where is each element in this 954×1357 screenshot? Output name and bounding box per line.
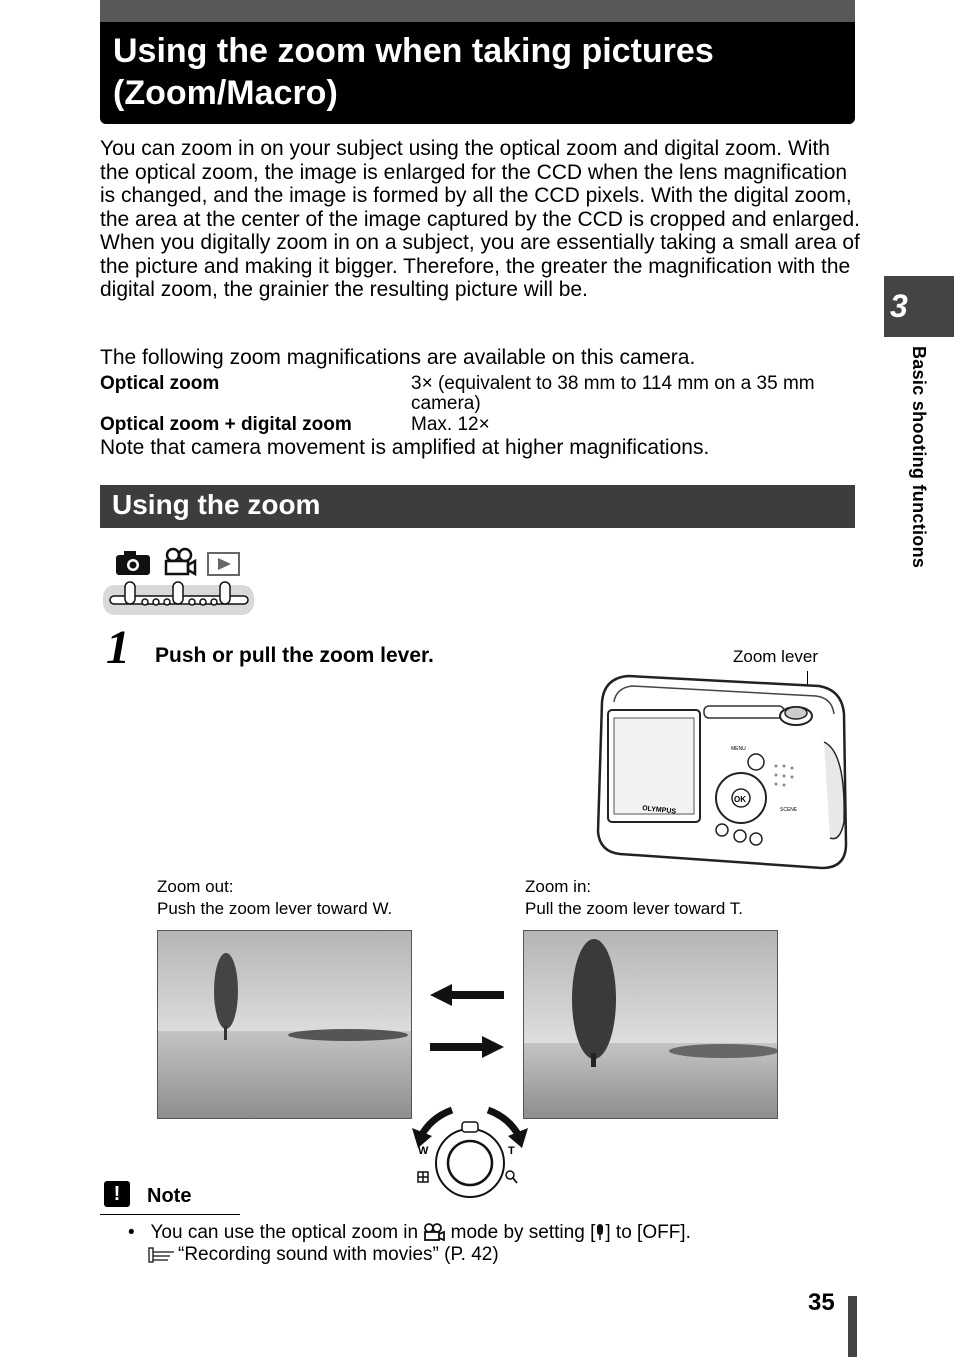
note-bullet-line2 [128, 1244, 691, 1266]
magnification-note: Note that camera movement is amplified at higher magnifications. [100, 436, 710, 459]
arrow-right-icon [430, 1036, 504, 1058]
note-text-2: mode by setting [ [450, 1222, 596, 1243]
zoom-out-photo [157, 930, 412, 1119]
wide-grid-icon [418, 1172, 428, 1182]
zoom-out-title: Zoom out: [157, 877, 234, 896]
zoom-lever-icon [780, 707, 812, 725]
zoom-out-text: Push the zoom lever toward W. [157, 899, 393, 918]
chapter-label: Basic shooting functions [909, 346, 929, 569]
spec-label-optical: Optical zoom [100, 373, 220, 394]
chapter-tab [884, 276, 954, 337]
page-title [113, 30, 843, 114]
camera-mode-icon [116, 551, 150, 575]
spec-value-optical: 3× (equivalent to 38 mm to 114 mm on a 35 mm camera) [411, 373, 815, 414]
page-title-line1: Using the zoom when taking pictures [113, 32, 714, 70]
mode-dial-positions [110, 582, 248, 605]
spec-value-digital: Max. 12× [411, 414, 490, 435]
zoom-out-caption [157, 876, 392, 920]
chapter-number: 3 [890, 288, 908, 324]
page-number: 35 [808, 1289, 835, 1316]
arrow-left-icon [430, 984, 504, 1006]
note-text-1: You can use the optical zoom in [150, 1222, 419, 1243]
reference-hand-icon [148, 1245, 178, 1263]
bullet-dot: • [128, 1222, 151, 1243]
step-number: 1 [106, 621, 130, 674]
ok-button-label: OK [734, 795, 746, 804]
zoom-in-title: Zoom in: [525, 877, 592, 896]
zoom-direction-arrows [428, 982, 506, 1062]
playback-mode-icon [208, 553, 239, 575]
note-text-3: ] to [OFF]. [605, 1222, 691, 1243]
page-title-bar [100, 0, 855, 124]
note-reference: “Recording sound with movies” (P. 42) [178, 1244, 499, 1265]
zoom-in-caption [525, 876, 743, 920]
wide-label: W [418, 1145, 429, 1157]
page-number-bar [848, 1296, 857, 1357]
zoom-lever-diagram [412, 1098, 528, 1202]
zoom-lever-caption: Zoom lever [733, 647, 819, 666]
available-text: The following zoom magnifications are available on this camera. [100, 346, 696, 369]
note-title: Note [147, 1185, 192, 1207]
section-heading-bar [100, 485, 855, 528]
intro-paragraph: You can zoom in on your subject using the optical zoom and digital zoom. With the optical zoom, the image is enlarged for the CCD when the lens magnification is changed, and the image is formed by all the CCD pixels. With the digital zoom, the area at the center of the image captured by the CCD is cropped and enlarged. When you digitally zoom in on a subject, you are essentially taking a small area of the picture and making it bigger. Therefore, the greater the magnification with the digital zoom, the grainier the resulting picture will be. [100, 137, 860, 301]
note-bullet [128, 1222, 691, 1266]
title-stripe [100, 0, 855, 22]
camera-scene-text: SCENE [780, 807, 798, 813]
tele-label: T [508, 1145, 515, 1157]
microphone-icon [595, 1223, 605, 1241]
zoom-in-photo [523, 930, 778, 1119]
section-title: Using the zoom [112, 489, 321, 520]
camera-illustration [594, 672, 852, 872]
step-instruction: Push or pull the zoom lever. [155, 644, 434, 667]
movie-mode-icon [166, 549, 195, 574]
page-title-line2: (Zoom/Macro) [113, 74, 338, 112]
zoom-in-text: Pull the zoom lever toward T. [525, 899, 743, 918]
mode-indicator [100, 544, 260, 620]
arrow-pad-icon [716, 773, 766, 823]
note-heading [100, 1180, 240, 1215]
movie-mode-icon [423, 1223, 445, 1241]
note-bullet-line1 [128, 1222, 691, 1244]
camera-brand-text: OLYMPUS [641, 805, 677, 816]
magnify-icon [506, 1171, 517, 1183]
camera-menu-text: MENU [731, 746, 746, 752]
note-icon: ! [104, 1181, 130, 1207]
spec-label-digital: Optical zoom + digital zoom [100, 414, 352, 435]
